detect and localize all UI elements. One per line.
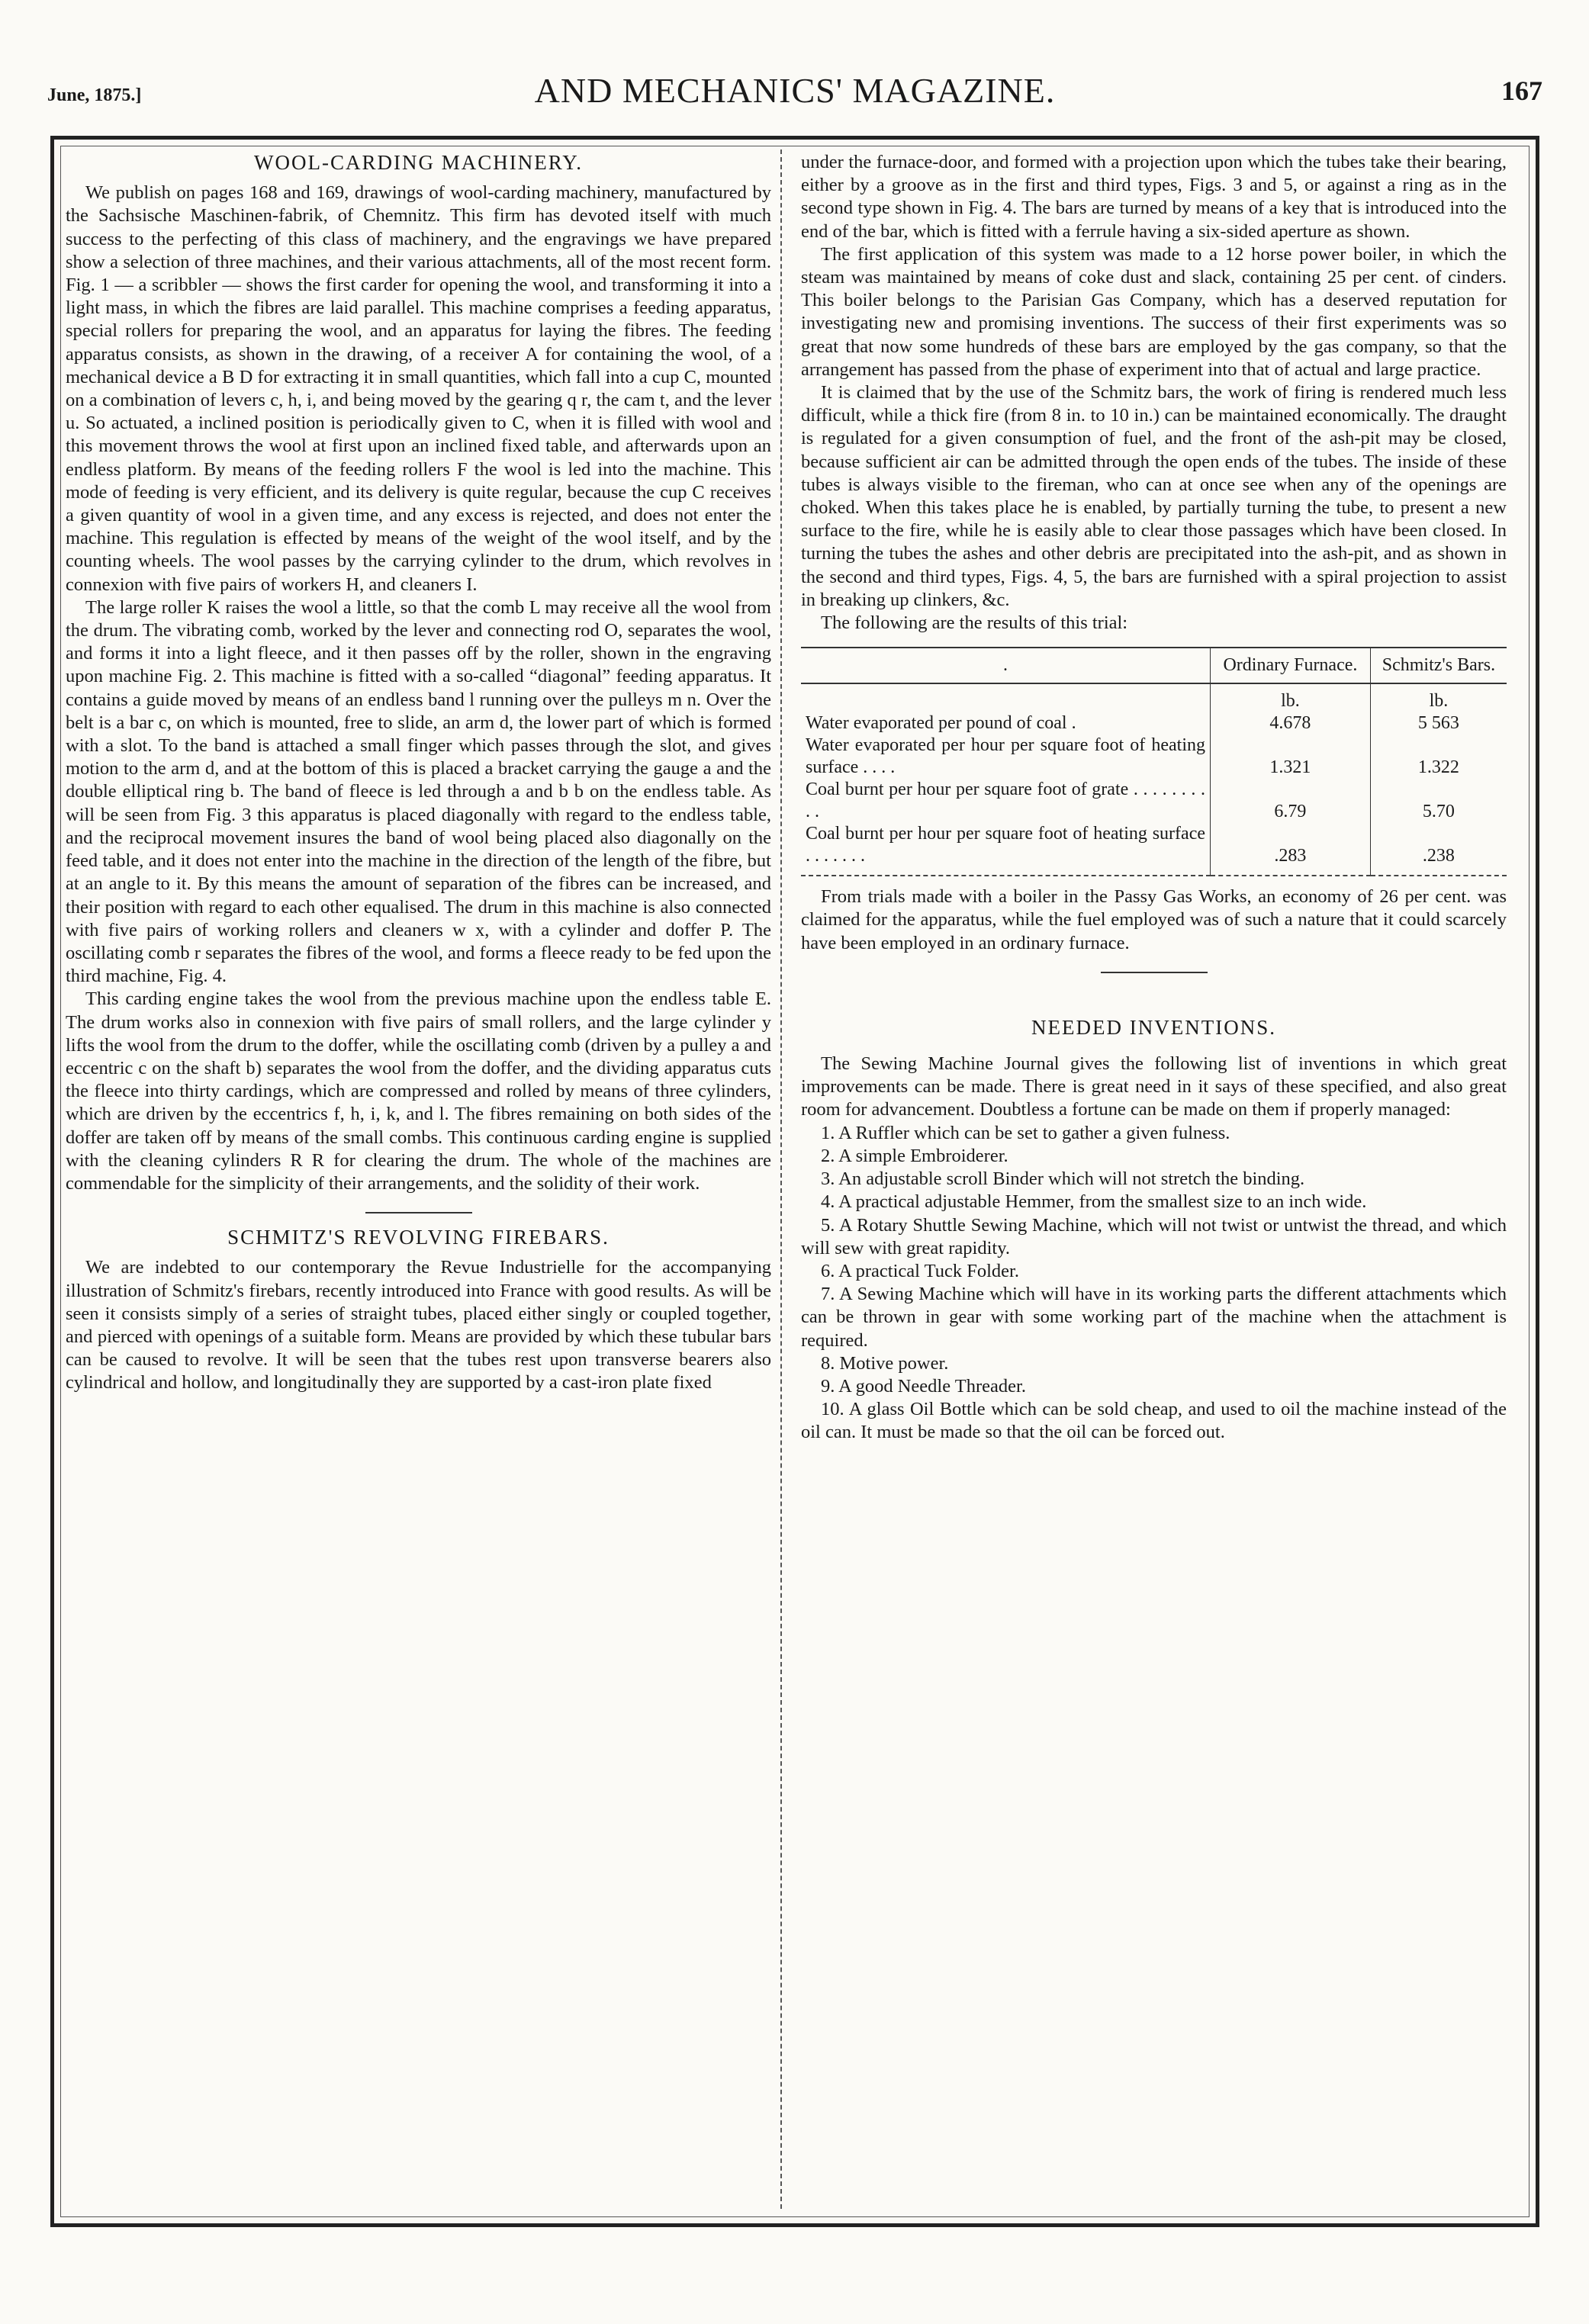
table-header-schmitz: Schmitz's Bars.	[1370, 648, 1507, 683]
section-rule	[365, 1212, 472, 1213]
list-item: 4. A practical adjustable Hemmer, from the smallest size to an inch wide.	[821, 1191, 1367, 1213]
column-divider	[780, 149, 782, 2209]
list-item: 8. Motive power.	[821, 1352, 949, 1374]
table-row-label: Coal burnt per hour per square foot of grate . . . . . . . . . .	[806, 779, 1205, 822]
needed-inventions-intro: The Sewing Machine Journal gives the following list of inventions in which great improvements can be made. There is great need in it says of these specified, and also great room for advancement. Doubtless a fortune can be made on them if properly managed:	[801, 1053, 1507, 1120]
firebars-paragraph: We are indebted to our contemporary the Revue Industrielle for the accompanying illustration of Schmitz's firebars, recently introduced into France with good results. As will be seen it consists simply of a series of straight tubes, placed either singly or coupled together, and pierced with openings of a suitable form. Means are provided by which these tubular bars can be caused to revolve. It will be seen that the tubes rest upon transverse bearers also cylindrical and hollow, and longitudinally they are supported by a cast-iron plate fixed	[66, 1257, 771, 1393]
table-row	[801, 823, 1507, 876]
firebars-paragraph: under the furnace-door, and formed with a projection upon which the tubes take their bearing, either by a groove as in the first and third types, Figs. 3 and 5, or against a ring as in the second type shown in Fig. 4. The bars are turned by means of a key that is introduced into the end of the bar, which is fitted with a ferrule having a six-sided aperture as shown.	[801, 152, 1507, 242]
wool-carding-paragraph: The large roller K raises the wool a little, so that the comb L may receive all the wool from the drum. The vibrating comb, worked by the lever and connecting rod O, separates the wool, and forms it into a light fleece, and it then passes off by the roller, shown in the engraving upon machine Fig. 2. This machine is fitted with a so-called “diagonal” feeding apparatus. It contains a guide moved by means of an endless band l running over the pulleys m n. Over the belt is a bar c, on which is mounted, free to slide, an arm d, the lower part of which is formed with a slot. To the band is attached a small finger which passes through the slot, and gives motion to the arm d, and at the bottom of this is placed a bracket carrying the gauge a and the double elliptical ring b. The band of fleece is led through a and b b on the endless table. As will be seen from Fig. 3 this apparatus is placed diagonally with regard to the endless table, and the reciprocal movement insures the band of wool being placed also diagonally on the feed table, and it does not enter into the machine in the direction of the length of the fibre, but at an angle to it. By this means the amount of separation of the fibres can be increased, and their position with regard to each other equalised. The drum in this machine is also connected with five pairs of working rollers and cleaners w x, with a cylinder and doffer P. The oscillating comb r separates the fibres of the wool, and forms a fleece ready to be fed upon the third machine, Fig. 4.	[66, 596, 771, 987]
table-cell-ordinary: 4.678	[1211, 712, 1371, 734]
table-cell-schmitz: .238	[1370, 823, 1507, 876]
list-item: 5. A Rotary Shuttle Sewing Machine, which will not twist or untwist the thread, and which will sew with great rapidity.	[801, 1214, 1507, 1258]
wool-carding-paragraph: This carding engine takes the wool from the previous machine upon the endless table E. The drum works also in connexion with five pairs of small rollers, and the large cylinder y lifts the wool from the drum to the doffer, while the oscillating comb (driven by a pulley a and eccentric c on the shaft b) separates the wool from the doffer, and the dividing apparatus cuts the fleece into thirty cardings, which are compressed and rolled by means of three cylinders, which are driven by the eccentrics f, h, i, k, and l. The fibres remaining on both sides of the doffer are taken off by means of the small combs. This continuous carding engine is supplied with the cleaning cylinders R R for clearing the drum. The whole of the machines are commendable for the simplicity of their arrangements, and the solidity of their work.	[66, 988, 771, 1194]
magazine-title: AND MECHANICS' MAGAZINE.	[534, 71, 1056, 110]
section-rule	[1101, 972, 1208, 973]
page-header	[47, 70, 1542, 124]
left-column	[66, 151, 771, 1395]
table-cell-schmitz: 5 563	[1370, 712, 1507, 734]
trial-results-table	[801, 647, 1507, 876]
list-item: 3. An adjustable scroll Binder which will not stretch the binding.	[821, 1168, 1305, 1190]
table-cell-schmitz: 1.322	[1370, 734, 1507, 779]
table-unit: lb.	[1370, 683, 1507, 712]
firebars-closing: From trials made with a boiler in the Passy Gas Works, an economy of 26 per cent. was claimed for the apparatus, while the fuel employed was of such a nature that it could scarcely have been employed in an ordinary furnace.	[801, 886, 1507, 953]
list-item: 2. A simple Embroiderer.	[821, 1145, 1008, 1166]
table-unit: lb.	[1211, 683, 1371, 712]
table-row	[801, 734, 1507, 779]
firebars-paragraph: The following are the results of this trial:	[821, 612, 1128, 634]
table-cell-ordinary: 6.79	[1211, 779, 1371, 823]
table-row-label: Water evaporated per hour per square foot of heating surface . . . .	[806, 735, 1205, 778]
table-header-blank: .	[801, 648, 1211, 683]
table-row-label: Coal burnt per hour per square foot of heating surface . . . . . . .	[801, 823, 1211, 876]
right-column	[801, 151, 1507, 1445]
table-row	[801, 779, 1507, 823]
list-item: 1. A Ruffler which can be set to gather a given fulness.	[821, 1122, 1230, 1143]
needed-inventions-heading: NEEDED INVENTIONS.	[1031, 1015, 1276, 1039]
firebars-heading: SCHMITZ'S REVOLVING FIREBARS.	[227, 1226, 610, 1249]
list-item: 10. A glass Oil Bottle which can be sold cheap, and used to oil the machine instead of the oil can. It must be made so that the oil can be forced out.	[801, 1399, 1507, 1443]
firebars-paragraph: It is claimed that by the use of the Schmitz bars, the work of firing is rendered much less difficult, while a thick fire (from 8 in. to 10 in.) can be maintained economically. The draught is regulated for a given consumption of fuel, and the front of the ash-pit may be closed, because sufficient air can be admitted through the open ends of the tubes. The inside of these tubes is always visible to the fireman, who can at once see when any of the openings are choked. When this takes place he is enabled, by partially turning the tube, to present a new surface to the fire, while he is easily able to clear those passages which have been closed. In turning the tubes the ashes and other debris are precipitated into the ash-pit, and as shown in the second and third types, Figs. 4, 5, the bars are furnished with a spiral projection to assist in breaking up clinkers, &c.	[801, 382, 1507, 610]
table-row	[801, 712, 1507, 734]
list-item: 9. A good Needle Threader.	[821, 1375, 1026, 1397]
wool-carding-heading: WOOL-CARDING MACHINERY.	[253, 151, 583, 174]
invention-list	[801, 1122, 1507, 1445]
page-number: 167	[1501, 76, 1542, 106]
table-cell-schmitz: 5.70	[1370, 779, 1507, 823]
issue-date: June, 1875.]	[47, 85, 142, 105]
table-cell-ordinary: .283	[1211, 823, 1371, 876]
list-item: 7. A Sewing Machine which will have in its working parts the different attachments which can be thrown in gear with some working part of the machine when the attachment is required.	[801, 1284, 1507, 1351]
wool-carding-paragraph: We publish on pages 168 and 169, drawings of wool-carding machinery, manufactured by the Sachsische Maschinen-fabrik, of Chemnitz. This firm has devoted itself with much success to the perfecting of this class of machinery, and the engravings we have prepared show a selection of three machines, and their various attachments, all of the most recent form. Fig. 1 — a scribbler — shows the first carder for opening the wool, and transforming it into a light mass, in which the fibres are laid parallel. This machine comprises a feeding apparatus, special rollers for preparing the wool, and an apparatus for laying the fibres. The feeding apparatus consists, as shown in the drawing, of a receiver A for containing the wool, of a mechanical device a B D for extracting it in small quantities, which fall into a cup C, mounted on a combination of levers c, h, i, and being moved by the gearing q r, the cam t, and the lever u. So actuated, a inclined position is periodically given to C, when it is filled with wool and this movement throws the wool at first upon an inclined fixed table, and afterwards upon an endless platform. By means of the feeding rollers F the wool is led into the machine. This mode of feeding is very efficient, and its delivery is quite regular, because the cup C receives a given quantity of wool in a given time, and any excess is rejected, and does not enter the machine. This regulation is effected by means of the weight of the wool itself, and by the counting wheels. The wool passes by the carrying cylinder to the drum, which revolves in connexion with five pairs of workers H, and cleaners I.	[66, 182, 771, 595]
table-row-label: Water evaporated per pound of coal .	[806, 713, 1076, 734]
table-header-ordinary: Ordinary Furnace.	[1211, 648, 1371, 683]
table-cell-ordinary: 1.321	[1211, 734, 1371, 779]
firebars-paragraph: The first application of this system was made to a 12 horse power boiler, in which the steam was maintained by means of coke dust and slack, containing 25 per cent. of cinders. This boiler belongs to the Parisian Gas Company, which has a deserved reputation for investigating new and promising inventions. The success of their first experiments was so great that now some hundreds of these bars are employed by the gas company, so that the arrangement has passed from the phase of experiment into that of actual and large practice.	[801, 243, 1507, 380]
list-item: 6. A practical Tuck Folder.	[821, 1260, 1019, 1281]
